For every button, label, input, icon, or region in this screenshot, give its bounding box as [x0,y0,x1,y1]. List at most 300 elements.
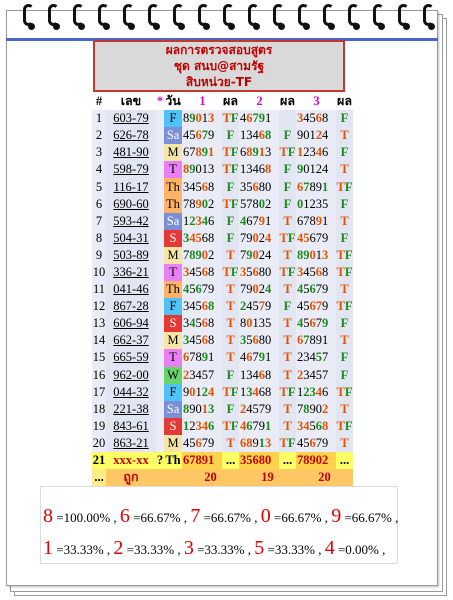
lek-value: 606-94 [113,316,149,331]
row-group-2: 46791 [239,110,279,127]
table-row [92,435,353,452]
row-group-1: 67891 [182,144,222,161]
stat-percent: =100.00% [56,510,111,525]
header-set-name: ชุด สนบ@สามรัฐ [173,59,265,73]
row-group-1: 89013 [182,401,222,418]
stat-percent: =33.33% [267,542,315,557]
row-group-2: 68913 [239,435,279,452]
row-number: 5 [92,178,106,195]
row-star [156,401,164,418]
row-group-1: 34568 [182,298,222,315]
col-header-day: วัน [164,93,182,110]
table-row [92,110,353,127]
prediction-lek: xxx-xx [106,452,156,469]
row-group-3: 45679 [296,298,336,315]
row-result-3: F [336,367,353,384]
row-group-3: 01235 [296,196,336,213]
stat-digit: 6 [119,505,130,527]
row-lek [106,178,156,195]
row-lek [106,213,156,230]
col-header-group-1: 1 [182,93,222,110]
row-group-1: 34568 [182,230,222,247]
row-group-2: 57802 [239,196,279,213]
row-result-2: F [279,127,296,144]
table-row [92,144,353,161]
row-result-2: TF [279,435,296,452]
row-lek [106,196,156,213]
table-row [92,196,353,213]
row-number: 9 [92,247,106,264]
row-result-2: T [279,349,296,366]
prediction-result-3: ... [336,452,353,469]
row-lek [106,281,156,298]
row-star [156,144,164,161]
binding-ring [397,4,411,34]
row-group-3: 34568 [296,110,336,127]
row-group-2: 13468 [239,127,279,144]
row-group-1: 12346 [182,418,222,435]
row-result-2: T [279,401,296,418]
col-header-group-2: 2 [239,93,279,110]
binding-ring [222,4,236,34]
row-result-1: TF [222,384,239,401]
row-result-1: F [222,367,239,384]
row-result-3: F [336,196,353,213]
row-result-1: TF [222,264,239,281]
row-lek [106,435,156,452]
prediction-group-3: 78902 [296,452,336,469]
row-group-3: 45679 [296,315,336,332]
row-number: 14 [92,332,106,349]
row-result-1: TF [222,196,239,213]
row-number: 8 [92,230,106,247]
row-group-2: 46791 [239,213,279,230]
row-group-1: 78902 [182,247,222,264]
row-number: 1 [92,110,106,127]
prediction-group-1: 67891 [182,452,222,469]
table-header-row [92,93,353,110]
row-lek [106,264,156,281]
binding-ring [47,4,61,34]
row-number: 19 [92,418,106,435]
row-group-3: 67891 [296,178,336,195]
row-lek [106,418,156,435]
table-row [92,367,353,384]
stat-percent: =33.33% [126,542,175,557]
binding-ring [147,4,161,34]
row-group-3: 67891 [296,332,336,349]
binding-ring [272,4,286,34]
row-group-3: 78902 [296,401,336,418]
row-group-3: 90124 [296,161,336,178]
binding-ring [22,4,36,34]
prediction-result-2: ... [279,452,296,469]
stat-digit: 2 [113,537,124,559]
stat-digit: 9 [331,505,342,527]
row-group-1: 89013 [182,110,222,127]
stat-percent: =0.00% [337,542,379,557]
row-day: F [164,298,182,315]
summary-dots: ... [92,469,106,486]
row-lek [106,230,156,247]
row-star [156,349,164,366]
summary-count-1: 20 [182,469,239,486]
row-number: 15 [92,349,106,366]
row-day: T [164,349,182,366]
prediction-star: ? [156,452,164,469]
summary-count-3: 20 [296,469,353,486]
table-row [92,230,353,247]
table-row [92,161,353,178]
row-result-3: F [336,144,353,161]
row-group-1: 34568 [182,332,222,349]
row-group-3: 45679 [296,230,336,247]
stat-percent: =66.67% [344,510,392,525]
lek-value: 662-37 [113,333,149,348]
row-result-1: TF [222,161,239,178]
row-group-3: 90124 [296,127,336,144]
row-result-3: F [336,315,353,332]
row-group-1: 45679 [182,127,222,144]
row-number: 16 [92,367,106,384]
row-lek [106,384,156,401]
col-header-lek: เลข [106,93,156,110]
row-group-2: 24579 [239,401,279,418]
table-row [92,178,353,195]
digit-stats-row-2: 1 =33.33% , 2 =33.33% , 3 =33.33% , 5 =33.33% , 4 =0.00% , [43,537,386,559]
table-row [92,298,353,315]
col-header-star: * [156,93,164,110]
row-number: 20 [92,435,106,452]
row-result-1: T [222,315,239,332]
row-number: 4 [92,161,106,178]
lek-value: 504-31 [113,230,149,245]
row-result-3: T [336,281,353,298]
row-star [156,264,164,281]
row-result-1: T [222,281,239,298]
lek-value: 503-89 [113,247,149,262]
row-number: 11 [92,281,106,298]
lek-value: 044-32 [113,384,149,399]
prediction-day: Th [164,452,182,469]
table-row [92,384,353,401]
row-result-2: TF [279,384,296,401]
row-lek [106,349,156,366]
lek-value: 626-78 [113,128,149,143]
prediction-row [92,452,353,469]
row-group-1: 45679 [182,281,222,298]
table-row [92,401,353,418]
row-number: 2 [92,127,106,144]
row-group-2: 35680 [239,264,279,281]
binding-ring [422,4,436,34]
row-day: F [164,384,182,401]
table-row [92,418,353,435]
row-result-2: T [279,315,296,332]
row-group-1: 12346 [182,213,222,230]
row-group-1: 67891 [182,349,222,366]
row-star [156,332,164,349]
row-result-2: F [279,196,296,213]
row-lek [106,247,156,264]
row-day: W [164,367,182,384]
header-title: ผลการตรวจสอบสูตร [165,43,273,57]
row-result-2: F [279,298,296,315]
row-number: 6 [92,196,106,213]
row-result-1: T [222,332,239,349]
binding-ring [172,4,186,34]
row-star [156,247,164,264]
table-row [92,264,353,281]
row-group-1: 34568 [182,178,222,195]
row-result-2: F [279,178,296,195]
row-star [156,281,164,298]
row-result-2: T [279,213,296,230]
lek-value: 665-59 [113,350,149,365]
row-star [156,384,164,401]
lek-value: 843-61 [113,418,149,433]
row-lek [106,315,156,332]
row-group-3: 45679 [296,435,336,452]
stat-percent: =66.67% [133,510,181,525]
lek-value: 593-42 [113,213,149,228]
row-lek [106,127,156,144]
row-group-2: 80135 [239,315,279,332]
row-group-2: 46791 [239,349,279,366]
row-group-1: 23457 [182,367,222,384]
col-header-result-1: ผล [222,93,239,110]
row-star [156,110,164,127]
row-result-3: TF [336,418,353,435]
stat-digit: 4 [324,537,335,559]
row-result-1: F [222,401,239,418]
digit-stats-box [40,486,398,564]
row-result-2: TF [279,144,296,161]
row-result-1: T [222,298,239,315]
row-lek [106,401,156,418]
row-group-2: 13468 [239,161,279,178]
spiral-binding [0,0,453,34]
row-group-2: 35680 [239,332,279,349]
row-result-2: TF [279,264,296,281]
row-star [156,435,164,452]
binding-ring [97,4,111,34]
row-group-1: 90124 [182,384,222,401]
row-group-3: 67891 [296,213,336,230]
summary-label: ถูก [106,469,156,486]
row-group-2: 13468 [239,367,279,384]
stat-digit: 1 [43,537,53,559]
row-lek [106,367,156,384]
binding-ring [122,4,136,34]
row-result-3: TF [336,384,353,401]
row-result-1: T [222,247,239,264]
row-number: 13 [92,315,106,332]
row-star [156,367,164,384]
row-group-2: 46791 [239,418,279,435]
stat-percent: =66.67% [203,510,252,525]
lek-value: 116-17 [113,179,149,194]
row-result-3: TF [336,247,353,264]
row-day: Th [164,281,182,298]
lek-value: 603-79 [113,111,149,126]
row-day: S [164,315,182,332]
row-group-1: 34568 [182,315,222,332]
row-group-3: 34568 [296,264,336,281]
stat-digit: 5 [254,537,265,559]
row-day: M [164,247,182,264]
row-star [156,213,164,230]
lek-value: 690-60 [113,196,149,211]
prediction-number: 21 [92,452,106,469]
row-number: 10 [92,264,106,281]
row-result-3: T [336,435,353,452]
row-result-2: F [279,161,296,178]
row-group-1: 45679 [182,435,222,452]
row-result-3: TF [336,264,353,281]
row-result-2: T [279,418,296,435]
table-row [92,315,353,332]
lek-value: 336-21 [113,264,149,279]
row-result-1: F [222,127,239,144]
binding-ring [247,4,261,34]
row-day: S [164,418,182,435]
row-result-3: TF [336,178,353,195]
row-day: Th [164,196,182,213]
row-day: M [164,332,182,349]
stat-digit: 0 [260,505,271,527]
binding-ring [372,4,386,34]
row-result-1: F [222,213,239,230]
row-result-2: T [279,247,296,264]
row-group-3: 23457 [296,367,336,384]
digit-stats-row-1: 8 =100.00% , 6 =66.67% , 7 =66.67% , 0 =66.67% , 9 =66.67% , [43,505,399,527]
row-day: T [164,264,182,281]
col-header-result-3: ผล [336,93,353,110]
row-group-1: 78902 [182,196,222,213]
row-day: M [164,144,182,161]
header-subtitle: สิบหน่วย-TF [185,75,253,89]
stat-percent: =66.67% [274,510,322,525]
row-group-3: 12346 [296,144,336,161]
row-group-3: 89013 [296,247,336,264]
row-day: Sa [164,213,182,230]
stat-digit: 8 [43,505,53,527]
lek-value: 598-79 [113,162,149,177]
row-group-2: 68913 [239,144,279,161]
prediction-group-2: 35680 [239,452,279,469]
row-result-3: F [336,110,353,127]
lek-value: 041-46 [113,282,149,297]
summary-count-2: 19 [239,469,296,486]
row-result-1: TF [222,110,239,127]
table-row [92,247,353,264]
result-header [93,40,345,92]
binding-ring [197,4,211,34]
lek-value: 221-38 [113,401,149,416]
row-result-2: T [279,281,296,298]
row-result-3: T [336,213,353,230]
lek-value: 481-90 [113,145,149,160]
row-star [156,196,164,213]
row-result-3: T [336,161,353,178]
stat-digit: 3 [183,537,194,559]
row-group-2: 79024 [239,247,279,264]
row-group-2: 13468 [239,384,279,401]
row-number: 12 [92,298,106,315]
row-star [156,178,164,195]
row-result-1: T [222,435,239,452]
summary-row [92,469,353,486]
row-star [156,315,164,332]
row-day: Sa [164,401,182,418]
row-result-3: T [336,127,353,144]
row-result-3: F [336,230,353,247]
row-group-2: 79024 [239,281,279,298]
row-result-2: T [279,367,296,384]
binding-ring [347,4,361,34]
row-number: 17 [92,384,106,401]
row-day: Sa [164,127,182,144]
row-star [156,298,164,315]
row-day: F [164,110,182,127]
results-table [92,93,353,486]
row-result-1: F [222,178,239,195]
summary-spacer [156,469,182,486]
prediction-result-1: ... [222,452,239,469]
lek-value: 867-28 [113,299,149,314]
row-lek [106,144,156,161]
row-lek [106,110,156,127]
row-day: S [164,230,182,247]
row-lek [106,298,156,315]
row-result-1: TF [222,144,239,161]
row-star [156,230,164,247]
row-result-2 [279,110,296,127]
row-number: 18 [92,401,106,418]
row-group-2: 35680 [239,178,279,195]
row-result-2: T [279,332,296,349]
row-group-3: 12346 [296,384,336,401]
col-header-group-3: 3 [296,93,336,110]
row-group-1: 34568 [182,264,222,281]
row-group-2: 24579 [239,298,279,315]
row-group-2: 79024 [239,230,279,247]
row-day: Th [164,178,182,195]
lek-value: 863-21 [113,435,149,450]
binding-ring [297,4,311,34]
row-result-2: TF [279,230,296,247]
table-row [92,332,353,349]
table-row [92,127,353,144]
row-result-1: F [222,230,239,247]
row-number: 7 [92,213,106,230]
row-star [156,127,164,144]
row-star [156,161,164,178]
row-result-1: TF [222,418,239,435]
row-result-1: T [222,349,239,366]
row-result-3: F [336,349,353,366]
stat-digit: 7 [190,505,201,527]
row-day: M [164,435,182,452]
stat-percent: =33.33% [197,542,245,557]
binding-ring [322,4,336,34]
row-group-3: 34568 [296,418,336,435]
col-header-result-2: ผล [279,93,296,110]
lek-value: 962-00 [113,367,149,382]
row-lek [106,161,156,178]
row-result-3: T [336,401,353,418]
